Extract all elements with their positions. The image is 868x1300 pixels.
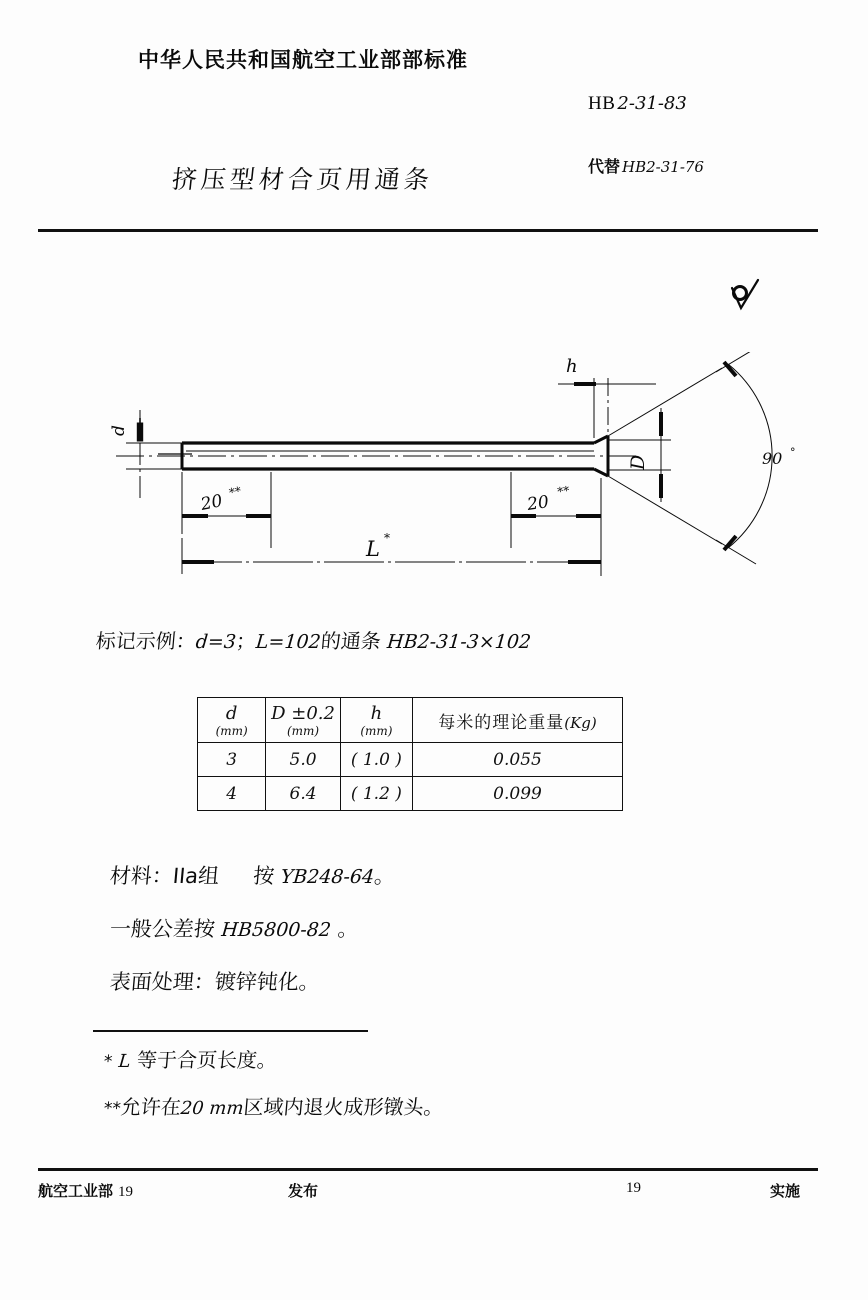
marking-prefix: 标记示例： (94, 629, 197, 653)
table-row (198, 743, 623, 777)
cell-weight: 0.055 (413, 743, 623, 777)
specification-table (197, 697, 623, 811)
ministry-title: 中华人民共和国航空工业部部标准 (138, 48, 468, 72)
marking-middle: 的通条 (319, 629, 382, 653)
footer-effect: 实施 (770, 1182, 801, 1200)
header-weight-main: 每米的理论重量 (438, 712, 565, 733)
footnote-divider (93, 1030, 368, 1032)
footer-effect-year: 19 (626, 1180, 641, 1196)
svg-text:°: ° (790, 446, 796, 459)
footer-publish: 发布 (288, 1182, 319, 1200)
cell-h: ( 1.0 ) (340, 743, 412, 777)
left-20-label: 20 (199, 491, 225, 515)
surface-finish-icon (728, 278, 774, 322)
technical-notes (110, 860, 710, 1019)
tolerance-label: 一般公差按 (108, 917, 216, 941)
replaces-label: 代替 (588, 157, 621, 176)
svg-text:**: ** (227, 483, 243, 500)
table-header-weight (413, 698, 623, 743)
header-D-main: D ±0.2 (271, 702, 335, 724)
material-label: 材料： (108, 864, 174, 888)
footer-divider (38, 1168, 818, 1171)
header-divider (38, 229, 818, 232)
footnote-1-symbol: L (117, 1051, 132, 1072)
L-label: L (366, 537, 380, 561)
cell-D: 6.4 (266, 777, 340, 811)
material-group: IIa组 (171, 864, 221, 888)
footer-issuer (38, 1180, 133, 1201)
header-D-unit: (mm) (286, 723, 320, 738)
standard-number (588, 92, 687, 115)
footnotes (104, 1044, 744, 1138)
cell-d: 3 (198, 743, 266, 777)
footnote-2 (103, 1091, 746, 1120)
standard-prefix: HB (588, 93, 616, 114)
marking-d-value: d=3 (194, 631, 237, 653)
footnote-1-mark: * (102, 1052, 114, 1072)
part-title: 挤压型材合页用通条 (170, 165, 435, 194)
surface-label: 表面处理： (108, 970, 216, 994)
footnote-2-mark: ** (102, 1099, 122, 1119)
footnote-2-text-before: 允许在 (119, 1095, 182, 1119)
cell-D: 5.0 (266, 743, 340, 777)
standard-number-value: 2-31-83 (617, 93, 687, 114)
header-d-unit: (mm) (215, 723, 248, 738)
issuer-name: 航空工业部 (38, 1182, 114, 1200)
svg-text:d: d (109, 425, 129, 436)
marking-l-value: L=102 (254, 631, 322, 653)
cell-h: ( 1.2 ) (340, 777, 412, 811)
marking-separator: ； (234, 629, 258, 653)
cell-weight: 0.099 (413, 777, 623, 811)
cell-d: 4 (198, 777, 266, 811)
angle-label: 90 (762, 449, 783, 468)
footer-bar (38, 1180, 818, 1206)
table-row (198, 777, 623, 811)
header-d-main: d (225, 702, 238, 724)
note-surface (109, 966, 712, 996)
marking-example (95, 625, 533, 654)
issue-year: 19 (118, 1184, 134, 1200)
material-std: YB248-64 (279, 866, 376, 888)
footnote-2-text-after: 区域内退火成形镦头。 (242, 1095, 445, 1119)
replaces-number: HB2-31-76 (622, 158, 704, 176)
table-header-D (266, 698, 340, 743)
table-header-d (198, 698, 266, 743)
footnote-2-value: 20 mm (179, 1098, 245, 1119)
svg-text:*: * (384, 531, 390, 545)
tolerance-end: 。 (336, 917, 360, 941)
tolerance-std: HB5800-82 (220, 919, 332, 941)
material-end: 。 (373, 864, 397, 888)
replaces-note (588, 154, 704, 177)
table-header-h (340, 698, 412, 743)
footnote-1-text: 等于合页长度。 (135, 1048, 279, 1072)
material-std-label: 按 (252, 864, 276, 888)
note-material (109, 860, 712, 890)
svg-text:**: ** (556, 483, 571, 499)
surface-value: 镀锌钝化。 (213, 970, 321, 994)
D-label: D (627, 454, 649, 470)
header-h-main: h (370, 702, 383, 724)
header-h-unit: (mm) (360, 723, 393, 738)
h-label: h (566, 356, 578, 377)
marking-code: HB2-31-3×102 (386, 631, 533, 653)
note-tolerance (109, 913, 712, 943)
footnote-1 (103, 1044, 746, 1073)
header-weight-unit: (Kg) (564, 713, 597, 732)
table-header-row (198, 698, 623, 743)
technical-drawing (96, 352, 836, 602)
right-20-label: 20 (525, 492, 551, 515)
